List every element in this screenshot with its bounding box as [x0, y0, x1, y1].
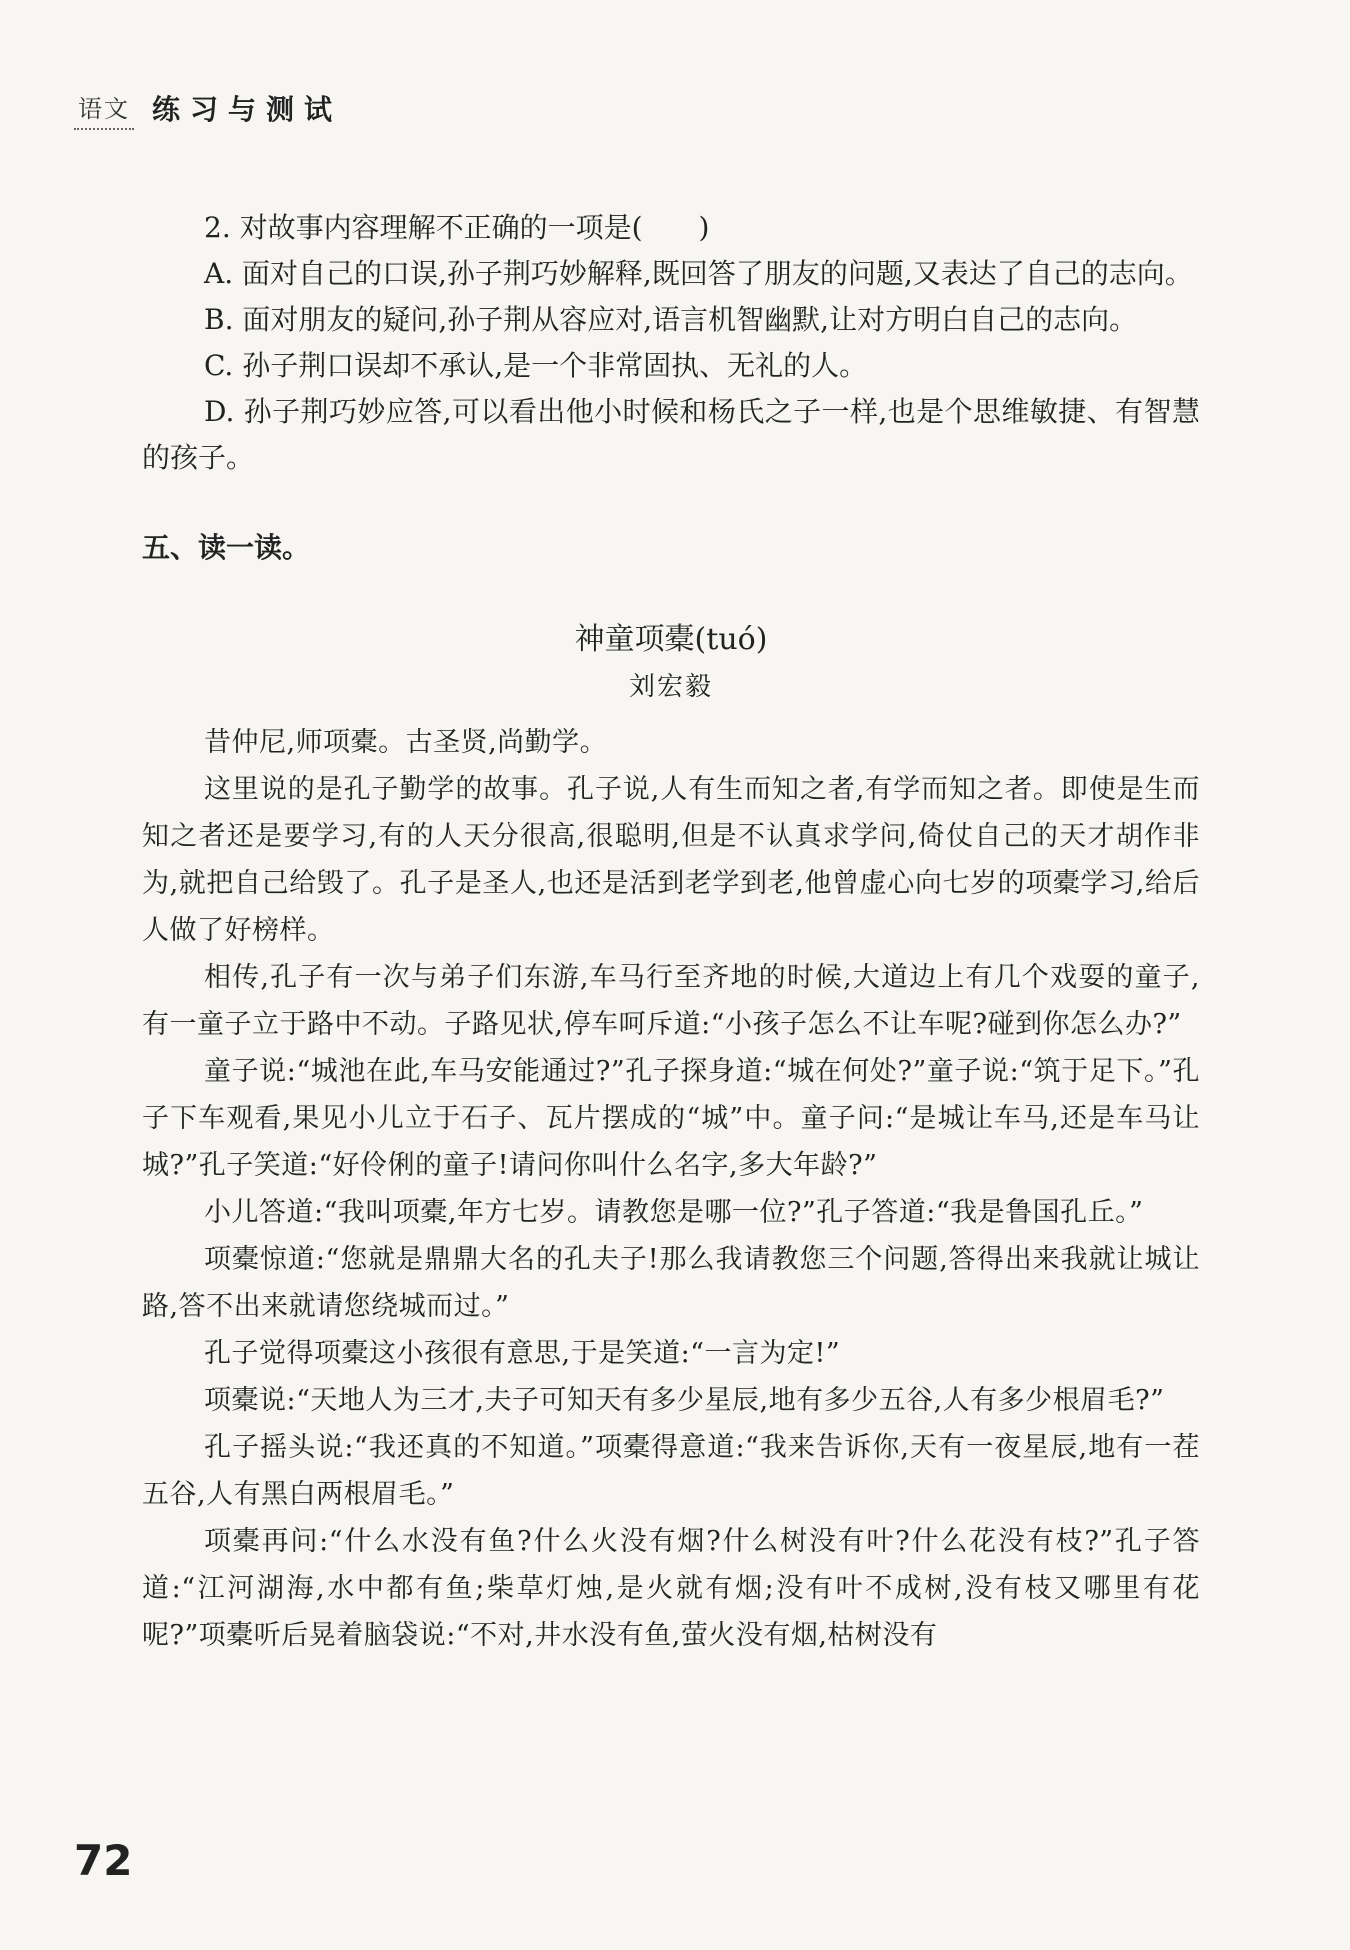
- article-body: [142, 719, 1200, 1659]
- page-header: [74, 88, 342, 130]
- question-2: [142, 205, 1200, 481]
- article-paragraph: 相传,孔子有一次与弟子们东游,车马行至齐地的时候,大道边上有几个戏耍的童子,有一童子立于路中不动。子路见状,停车呵斥道:“小孩子怎么不让车呢?碰到你怎么办?”: [142, 962, 1200, 1040]
- option-c: C. 孙子荆口误却不承认,是一个非常固执、无礼的人。: [204, 349, 868, 382]
- article-paragraph: 孔子觉得项橐这小孩很有意思,于是笑道:“一言为定!”: [204, 1338, 841, 1369]
- option-a: A. 面对自己的口误,孙子荆巧妙解释,既回答了朋友的问题,又表达了自己的志向。: [204, 257, 1193, 290]
- article-title: 神童项橐(tuó): [574, 622, 768, 657]
- option-b: B. 面对朋友的疑问,孙子荆从容应对,语言机智幽默,让对方明白自己的志向。: [204, 303, 1138, 336]
- page-number: 72: [74, 1836, 133, 1885]
- header-title: 练习与测试: [152, 93, 343, 126]
- article-paragraph: 项橐惊道:“您就是鼎鼎大名的孔夫子!那么我请教您三个问题,答得出来我就让城让路,答不出来就请您绕城而过。”: [142, 1244, 1200, 1322]
- article-author: 刘宏毅: [628, 672, 713, 702]
- page-content: [142, 205, 1200, 1659]
- article-paragraph: 孔子摇头说:“我还真的不知道。”项橐得意道:“我来告诉你,天有一夜星辰,地有一茬五谷,人有黑白两根眉毛。”: [142, 1432, 1200, 1510]
- subject-tag: 语文: [74, 89, 134, 130]
- section-heading: 五、读一读。: [142, 531, 311, 564]
- option-d: D. 孙子荆巧妙应答,可以看出他小时候和杨氏之子一样,也是个思维敏捷、有智慧的孩子。: [142, 395, 1200, 474]
- article-paragraph: 这里说的是孔子勤学的故事。孔子说,人有生而知之者,有学而知之者。即使是生而知之者还是要学习,有的人天分很高,很聪明,但是不认真求学问,倚仗自己的天才胡作非为,就把自己给毁了。孔子是圣人,也还是活到老学到老,他曾虚心向七岁的项橐学习,给后人做了好榜样。: [142, 774, 1200, 946]
- article-paragraph: 昔仲尼,师项橐。古圣贤,尚勤学。: [204, 727, 608, 758]
- article-paragraph: 童子说:“城池在此,车马安能通过?”孔子探身道:“城在何处?”童子说:“筑于足下。”孔子下车观看,果见小儿立于石子、瓦片摆成的“城”中。童子问:“是城让车马,还是车马让城?”孔子笑道:“好伶俐的童子!请问你叫什么名字,多大年龄?”: [142, 1056, 1200, 1181]
- article-paragraph: 小儿答道:“我叫项橐,年方七岁。请教您是哪一位?”孔子答道:“我是鲁国孔丘。”: [204, 1197, 1144, 1228]
- article-paragraph: 项橐说:“天地人为三才,夫子可知天有多少星辰,地有多少五谷,人有多少根眉毛?”: [204, 1385, 1165, 1416]
- question-stem: 2. 对故事内容理解不正确的一项是( ): [204, 211, 710, 244]
- article-paragraph: 项橐再问:“什么水没有鱼?什么火没有烟?什么树没有叶?什么花没有枝?”孔子答道:“江河湖海,水中都有鱼;柴草灯烛,是火就有烟;没有叶不成树,没有枝又哪里有花呢?”项橐听后晃着脑袋说:“不对,井水没有鱼,萤火没有烟,枯树没有: [142, 1526, 1200, 1651]
